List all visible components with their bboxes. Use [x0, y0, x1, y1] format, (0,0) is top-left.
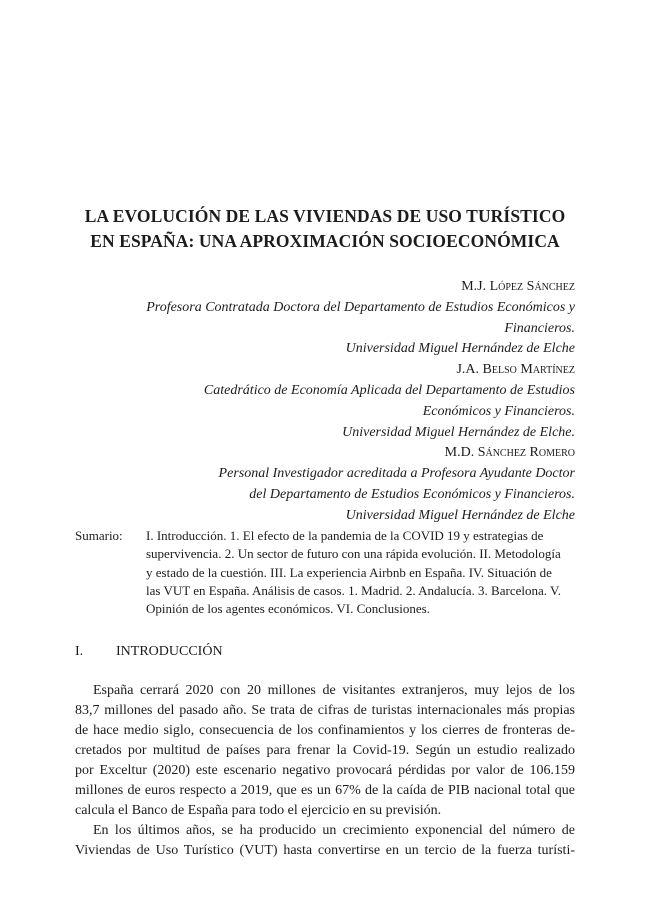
author-affiliation-line: Profesora Contratada Doctora del Departamento de Estudios Económicos y	[146, 299, 575, 315]
body-text	[75, 681, 575, 861]
author-affiliation-line: Financieros.	[504, 320, 575, 336]
author-block	[75, 277, 575, 527]
author-affiliation-line: Universidad Miguel Hernández de Elche.	[342, 424, 575, 440]
summary-line: las VUT en España. Análisis de casos. 1. Madrid. 2. Andalucía. 3. Barcelona. V.	[146, 582, 561, 598]
title-line-1: LA EVOLUCIÓN DE LAS VIVIENDAS DE USO TURÍSTICO	[84, 206, 566, 226]
summary-block	[75, 527, 575, 618]
body-line: Viviendas de Uso Turístico (VUT) hasta convertirse en un tercio de la fuerza turísti-	[75, 843, 575, 858]
summary-line: supervivencia. 2. Un sector de futuro con una rápida evolución. II. Metodología	[146, 546, 561, 562]
section-title: INTRODUCCIÓN	[116, 644, 223, 659]
paper-title	[75, 204, 575, 254]
body-line: 83,7 millones del pasado año. Se trata de cifras de turistas internacionales más propias	[75, 703, 575, 718]
summary-line: Opinión de los agentes económicos. VI. Conclusiones.	[146, 601, 430, 617]
author-name: J.A. Belso Martínez	[456, 362, 575, 378]
body-line: En los últimos años, se ha producido un crecimiento exponencial del número de	[93, 823, 575, 838]
body-line: calcula el Banco de España para todo el ejercicio en su previsión.	[75, 803, 442, 818]
body-line: cretados por multitud de países para frenar la Covid-19. Según un estudio realizado	[75, 743, 575, 758]
author-name: M.J. López Sánchez	[461, 279, 575, 294]
author-affiliation-line: Económicos y Financieros.	[422, 403, 575, 419]
author-name: M.D. Sánchez Romero	[444, 445, 575, 461]
body-line: de hace medio siglo, consecuencia de los confinamientos y los cierres de fronteras de-	[75, 723, 575, 738]
author-affiliation-line: del Departamento de Estudios Económicos y Financieros.	[249, 486, 575, 502]
summary-text	[146, 527, 575, 618]
summary-line: I. Introducción. 1. El efecto de la pandemia de la COVID 19 y estrategias de	[146, 528, 544, 543]
title-line-2: EN ESPAÑA: UNA APROXIMACIÓN SOCIOECONÓMICA	[90, 231, 560, 251]
body-line: millones de euros respecto a 2019, que es un 67% de la caída de PIB nacional total que	[75, 783, 575, 798]
summary-label: Sumario:	[75, 528, 123, 543]
author-affiliation-line: Catedrático de Economía Aplicada del Departamento de Estudios	[203, 382, 575, 398]
author-affiliation-line: Personal Investigador acreditada a Profesora Ayudante Doctor	[218, 466, 575, 482]
summary-line: y estado de la cuestión. III. La experiencia Airbnb en España. IV. Situación de	[146, 564, 552, 580]
author-affiliation-line: Universidad Miguel Hernández de Elche	[345, 341, 575, 357]
author-affiliation-line: Universidad Miguel Hernández de Elche	[345, 507, 575, 523]
section-number: I.	[75, 644, 84, 659]
body-line: por Exceltur (2020) este escenario negativo provocará pérdidas por valor de 106.159	[75, 763, 575, 778]
body-line: España cerrará 2020 con 20 millones de visitantes extranjeros, muy lejos de los	[93, 683, 575, 698]
